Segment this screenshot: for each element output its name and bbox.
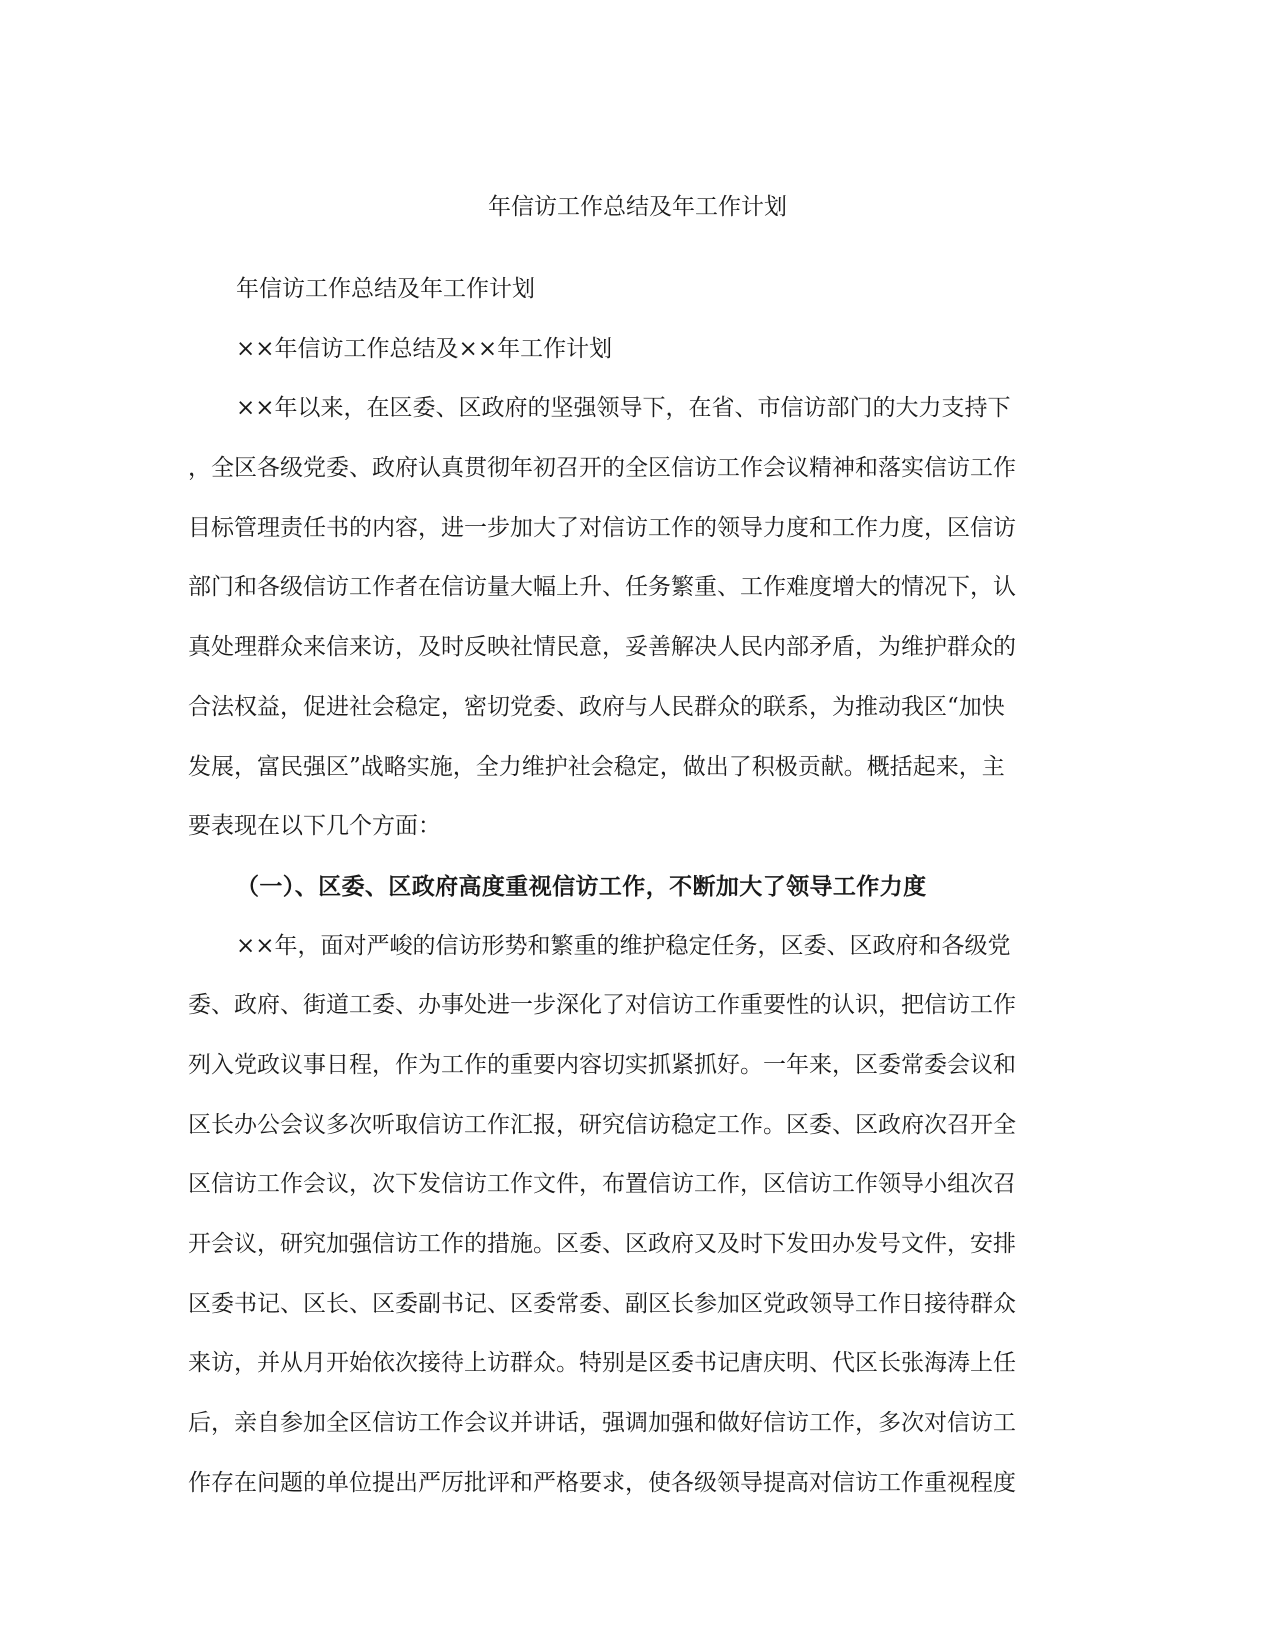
paragraph-2-line-9: 后，亲自参加全区信访工作会议并讲话，强调加强和做好信访工作，多次对信访工 bbox=[188, 1410, 1016, 1437]
paragraph-2-line-8: 来访，并从月开始依次接待上访群众。特别是区委书记唐庆明、代区长张海涛上任 bbox=[188, 1350, 1016, 1377]
paragraph-2-line-10: 作存在问题的单位提出严厉批评和严格要求，使各级领导提高对信访工作重视程度 bbox=[188, 1469, 1016, 1496]
paragraph-2-line-1: ××年，面对严峻的信访形势和繁重的维护稳定任务，区委、区政府和各级党 bbox=[236, 932, 1011, 959]
paragraph-1-line-8: 要表现在以下几个方面： bbox=[188, 813, 441, 840]
paragraph-2-line-6: 开会议，研究加强信访工作的措施。区委、区政府又及时下发田办发号文件，安排 bbox=[188, 1231, 1016, 1257]
section-heading-1: （一）、区委、区政府高度重视信访工作，不断加大了领导工作力度 bbox=[236, 872, 927, 900]
paragraph-1-line-3: 目标管理责任书的内容，进一步加大了对信访工作的领导力度和工作力度，区信访 bbox=[188, 514, 1016, 541]
paragraph-2-line-7: 区委书记、区长、区委副书记、区委常委、副区长参加区党政领导工作日接待群众 bbox=[188, 1290, 1016, 1317]
document-title: 年信访工作总结及年工作计划 bbox=[488, 194, 787, 220]
paragraph-2-line-4: 区长办公会议多次听取信访工作汇报，研究信访稳定工作。区委、区政府次召开全 bbox=[188, 1111, 1016, 1138]
paragraph-1-line-5: 真处理群众来信来访，及时反映社情民意，妥善解决人民内部矛盾，为维护群众的 bbox=[188, 634, 1016, 661]
paragraph-1-line-6: 合法权益，促进社会稳定，密切党委、政府与人民群众的联系，为推动我区“加快 bbox=[188, 693, 1005, 720]
paragraph-1-line-7: 发展，富民强区”战略实施，全力维护社会稳定，做出了积极贡献。概括起来，主 bbox=[188, 753, 1005, 780]
paragraph-1-line-1: ××年以来，在区委、区政府的坚强领导下，在省、市信访部门的大力支持下 bbox=[236, 395, 1011, 422]
heading-line: ××年信访工作总结及××年工作计划 bbox=[236, 335, 613, 362]
paragraph-2-line-5: 区信访工作会议，次下发信访工作文件，布置信访工作，区信访工作领导小组次召 bbox=[188, 1171, 1016, 1198]
document-body bbox=[188, 260, 1088, 1513]
paragraph-2-line-2: 委、政府、街道工委、办事处进一步深化了对信访工作重要性的认识，把信访工作 bbox=[188, 992, 1016, 1019]
paragraph-1-line-4: 部门和各级信访工作者在信访量大幅上升、任务繁重、工作难度增大的情况下，认 bbox=[188, 574, 1016, 601]
subtitle-line: 年信访工作总结及年工作计划 bbox=[236, 276, 535, 302]
paragraph-2-line-3: 列入党政议事日程，作为工作的重要内容切实抓紧抓好。一年来，区委常委会议和 bbox=[188, 1051, 1016, 1078]
paragraph-1-line-2: ，全区各级党委、政府认真贯彻年初召开的全区信访工作会议精神和落实信访工作 bbox=[188, 455, 1016, 482]
